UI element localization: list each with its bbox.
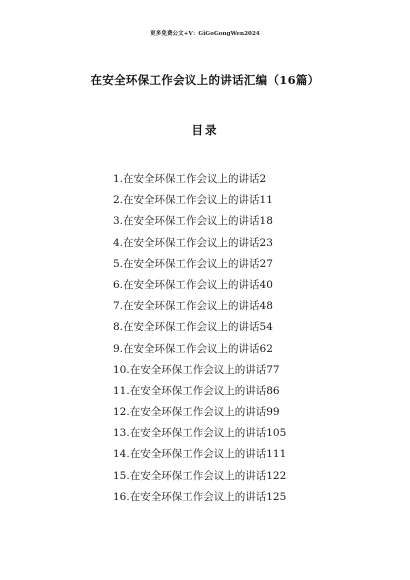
toc-item-label: 11.在安全环保工作会议上的讲话 [113, 384, 267, 397]
toc-item[interactable] [113, 278, 286, 299]
toc-item-page: 125 [266, 490, 287, 503]
toc-item-label: 3.在安全环保工作会议上的讲话 [113, 215, 260, 228]
toc-item-page: 77 [266, 363, 280, 376]
toc-item-label: 14.在安全环保工作会议上的讲话 [113, 448, 267, 461]
toc-item-page: 23 [259, 236, 273, 249]
toc-item[interactable] [113, 193, 286, 214]
toc-item-page: 27 [259, 257, 273, 270]
toc-item[interactable] [113, 405, 286, 426]
toc-item-page: 105 [266, 427, 287, 440]
toc-item[interactable] [113, 299, 286, 320]
toc-item-page: 111 [266, 448, 287, 461]
document-title: 在安全环保工作会议上的讲话汇编（16篇） [90, 73, 320, 87]
toc-item-label: 9.在安全环保工作会议上的讲话 [113, 342, 260, 355]
toc-item-label: 10.在安全环保工作会议上的讲话 [113, 363, 267, 376]
toc-item[interactable] [113, 469, 286, 490]
toc-item[interactable] [113, 342, 286, 363]
toc-item[interactable] [113, 172, 286, 193]
toc-item[interactable] [113, 257, 286, 278]
toc-item-label: 1.在安全环保工作会议上的讲话 [113, 173, 260, 185]
toc-item-page: 54 [259, 321, 273, 334]
toc-item-label: 13.在安全环保工作会议上的讲话 [113, 427, 267, 440]
toc-item[interactable] [113, 426, 286, 447]
toc-item-label: 6.在安全环保工作会议上的讲话 [113, 278, 260, 291]
toc-heading: 目录 [191, 123, 219, 137]
toc-item-page: 48 [259, 300, 273, 313]
toc-item-label: 5.在安全环保工作会议上的讲话 [113, 257, 260, 270]
header-note: 更多免费公文+V：GiGoGongWen2024 [150, 31, 260, 37]
toc-item-page: 40 [259, 278, 273, 291]
toc-item-label: 15.在安全环保工作会议上的讲话 [113, 469, 267, 482]
toc-item-label: 2.在安全环保工作会议上的讲话 [113, 194, 260, 207]
toc-item-label: 8.在安全环保工作会议上的讲话 [113, 321, 260, 334]
toc-item[interactable] [113, 363, 286, 384]
toc-item-page: 99 [266, 406, 280, 419]
toc-item[interactable] [113, 320, 286, 341]
toc-item-page: 2 [259, 173, 267, 185]
toc-item-page: 86 [266, 384, 280, 397]
toc-item-label: 12.在安全环保工作会议上的讲话 [113, 406, 267, 419]
toc-item[interactable] [113, 447, 286, 468]
toc-item[interactable] [113, 214, 286, 235]
toc-item-label: 16.在安全环保工作会议上的讲话 [113, 490, 267, 503]
toc-item-page: 62 [259, 342, 273, 355]
toc-item-label: 4.在安全环保工作会议上的讲话 [113, 236, 260, 249]
toc-item-label: 7.在安全环保工作会议上的讲话 [113, 300, 260, 313]
toc-item-page: 11 [259, 194, 273, 207]
toc-item-page: 18 [259, 215, 273, 228]
toc-item-page: 122 [266, 469, 287, 482]
toc-item[interactable] [113, 236, 286, 257]
toc-item[interactable] [113, 384, 286, 405]
toc-item[interactable] [113, 490, 286, 511]
table-of-contents [113, 172, 286, 511]
